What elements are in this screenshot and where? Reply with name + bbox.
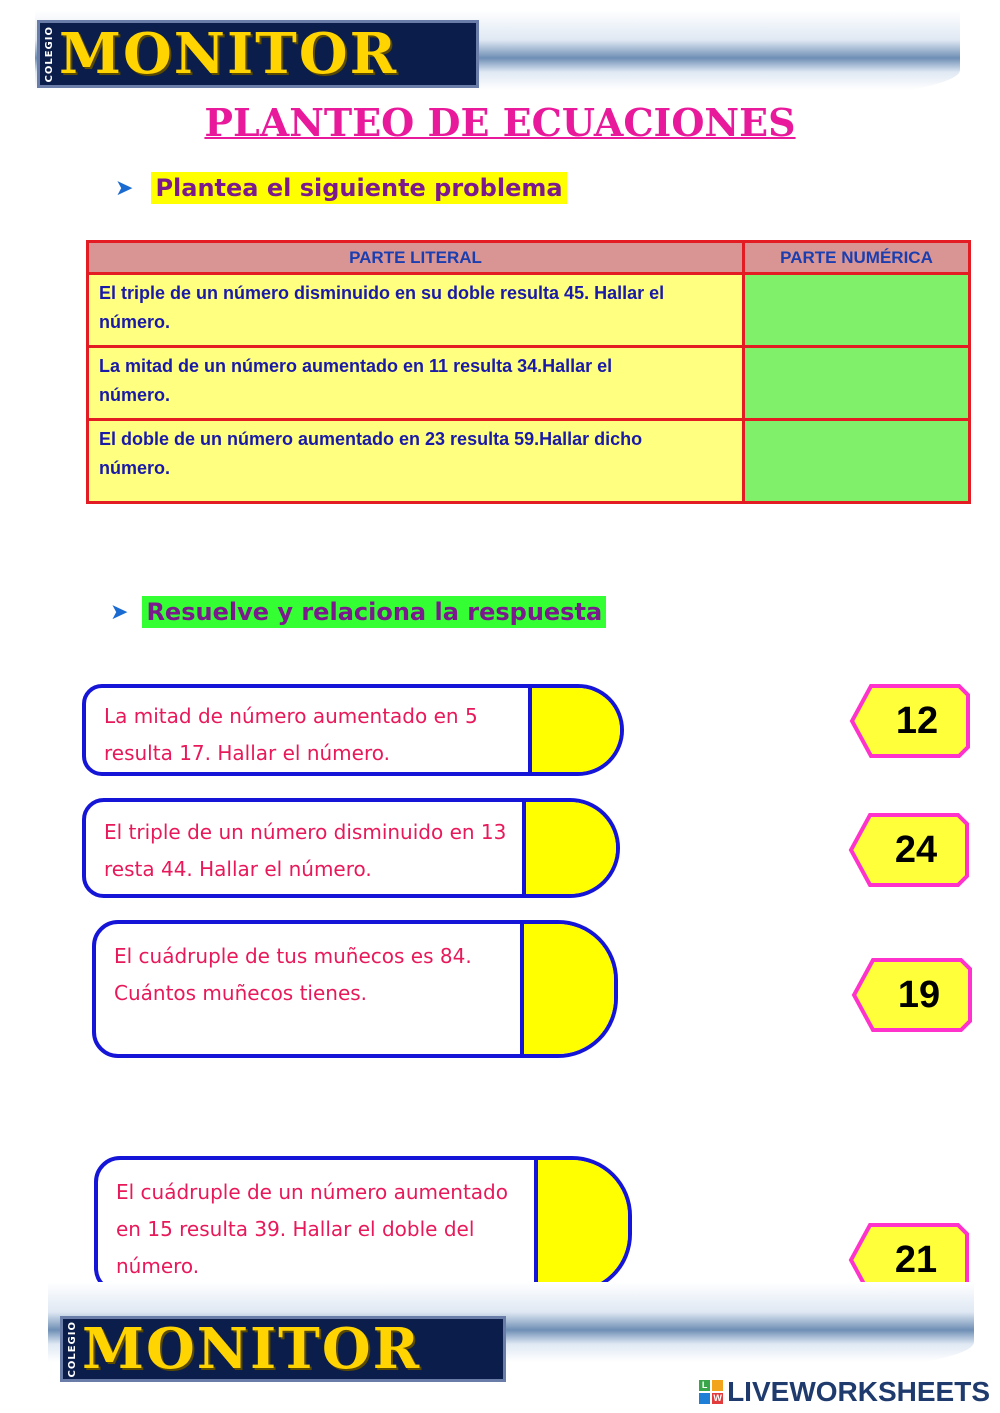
logo-letter-w: W	[713, 1393, 722, 1403]
liveworksheets-watermark	[699, 1376, 990, 1408]
footer-logo	[60, 1316, 506, 1382]
watermark-text: LIVEWORKSHEETS	[727, 1376, 990, 1407]
problem-text: El triple de un número disminuido en 13 resta 44. Hallar el número.	[104, 820, 507, 881]
arrow-bullet-icon: ➤	[115, 175, 134, 201]
liveworksheets-logo-icon	[699, 1380, 723, 1404]
section1-heading-text: Plantea el siguiente problema	[151, 172, 566, 204]
logo-name: MONITOR	[82, 1316, 422, 1382]
logo-square	[712, 1380, 723, 1391]
answer-value: 24	[894, 828, 938, 871]
logo-letter-l: L	[699, 1380, 710, 1391]
equations-table	[86, 240, 971, 504]
problem-text: El cuádruple de un número aumentado en 15 resulta 39. Hallar el doble del número.	[116, 1180, 508, 1278]
answer-drop-slot[interactable]	[534, 1160, 628, 1290]
literal-cell: La mitad de un número aumentado en 11 resulta 34.Hallar el número.	[88, 347, 744, 420]
section2-heading-text: Resuelve y relaciona la respuesta	[142, 596, 606, 628]
problem-card	[94, 1156, 632, 1294]
problem-card	[92, 920, 618, 1058]
answer-value: 21	[894, 1238, 938, 1281]
logo-square	[699, 1393, 710, 1404]
literal-cell: El triple de un número disminuido en su doble resulta 45. Hallar el número.	[88, 274, 744, 347]
logo-colegio-label: COLEGIO	[67, 1320, 78, 1378]
answer-tag[interactable]	[848, 812, 970, 888]
answer-drop-slot[interactable]	[528, 688, 620, 772]
problem-text: El cuádruple de tus muñecos es 84. Cuántos muñecos tienes.	[114, 944, 472, 1005]
answer-drop-slot[interactable]	[520, 924, 614, 1054]
header-literal: PARTE LITERAL	[88, 242, 744, 274]
literal-cell: El doble de un número aumentado en 23 resulta 59.Hallar dicho número.	[88, 420, 744, 503]
problem-card	[82, 684, 624, 776]
logo-colegio-label: COLEGIO	[44, 25, 55, 83]
arrow-bullet-icon: ➤	[110, 599, 129, 625]
answer-drop-slot[interactable]	[522, 802, 616, 894]
section1-heading	[115, 172, 567, 204]
problem-card	[82, 798, 620, 898]
numeric-answer-cell[interactable]	[744, 420, 970, 503]
numeric-answer-cell[interactable]	[744, 347, 970, 420]
section2-heading	[110, 596, 606, 628]
answer-tag[interactable]	[851, 957, 973, 1033]
answer-tag[interactable]	[849, 683, 971, 759]
numeric-answer-cell[interactable]	[744, 274, 970, 347]
answer-value: 12	[895, 699, 939, 742]
answer-value: 19	[897, 973, 941, 1016]
page-title: PLANTEO DE ECUACIONES	[204, 100, 796, 145]
header-logo	[37, 20, 479, 88]
header-numeric: PARTE NUMÉRICA	[744, 242, 970, 274]
problem-text: La mitad de número aumentado en 5 resulta 17. Hallar el número.	[104, 704, 478, 765]
logo-name: MONITOR	[59, 21, 399, 87]
